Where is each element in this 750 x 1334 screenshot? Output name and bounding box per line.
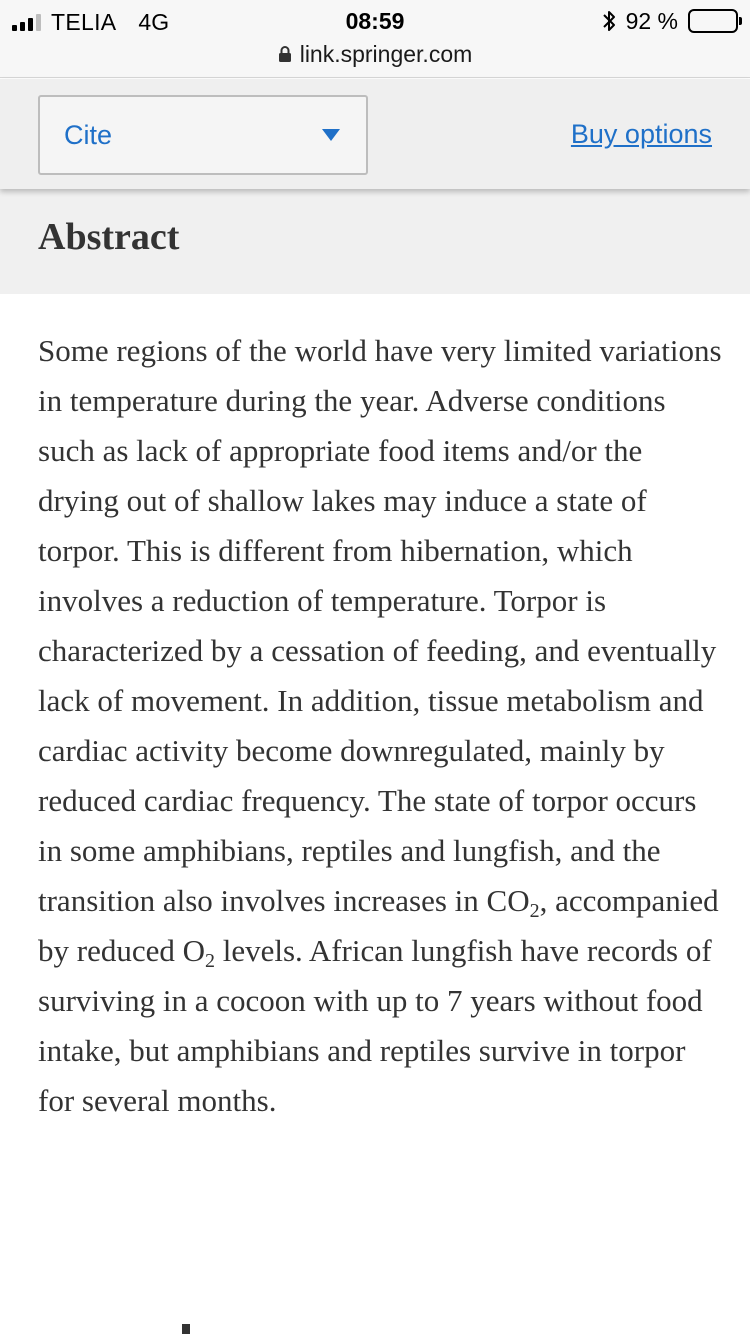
network-type: 4G <box>138 8 170 35</box>
battery-icon <box>688 9 738 33</box>
bluetooth-icon <box>602 9 616 33</box>
abstract-text-part3: levels. African lungfish have records of surviving in a cocoon with up to 7 years without food intake, but amphibians and reptiles survive in torpor for several months. <box>38 933 712 1118</box>
status-right <box>602 6 738 36</box>
carrier-name: TELIA <box>51 8 117 35</box>
battery-percentage: 92 % <box>625 7 678 34</box>
cite-dropdown[interactable] <box>38 95 368 175</box>
cite-label: Cite <box>64 119 113 150</box>
next-section-peek <box>182 1324 190 1334</box>
abstract-section-header[interactable] <box>0 189 750 294</box>
lock-icon <box>278 45 292 63</box>
o2-subscript: 2 <box>205 950 215 972</box>
article-toolbar <box>0 79 750 189</box>
address-bar[interactable] <box>0 38 750 70</box>
co2-subscript: 2 <box>529 900 540 922</box>
url-text: link.springer.com <box>299 40 473 67</box>
status-bar <box>0 0 750 78</box>
abstract-text-part1: Some regions of the world have very limited variations in temperature during the year. Adverse conditions such as lack of appropriate food items and/or the drying out of shallow lakes may induce a state of torpor. This is different from hibernation, which involves a reduction of temperature. Torpor is characterized by a cessation of feeding, and eventually lack of movement. In addition, tissue metabolism and cardiac activity become downregulated, mainly by reduced cardiac frequency. The state of torpor occurs in some amphibians, reptiles and lungfish, and the transition also involves increases in CO <box>38 333 722 918</box>
caret-down-icon <box>322 129 340 141</box>
abstract-text-part2: , accompanied by reduced O <box>38 883 719 968</box>
buy-options-link[interactable]: Buy options <box>570 119 712 149</box>
clock: 08:59 <box>345 8 405 34</box>
abstract-text <box>38 326 728 1126</box>
abstract-heading: Abstract <box>38 216 180 258</box>
